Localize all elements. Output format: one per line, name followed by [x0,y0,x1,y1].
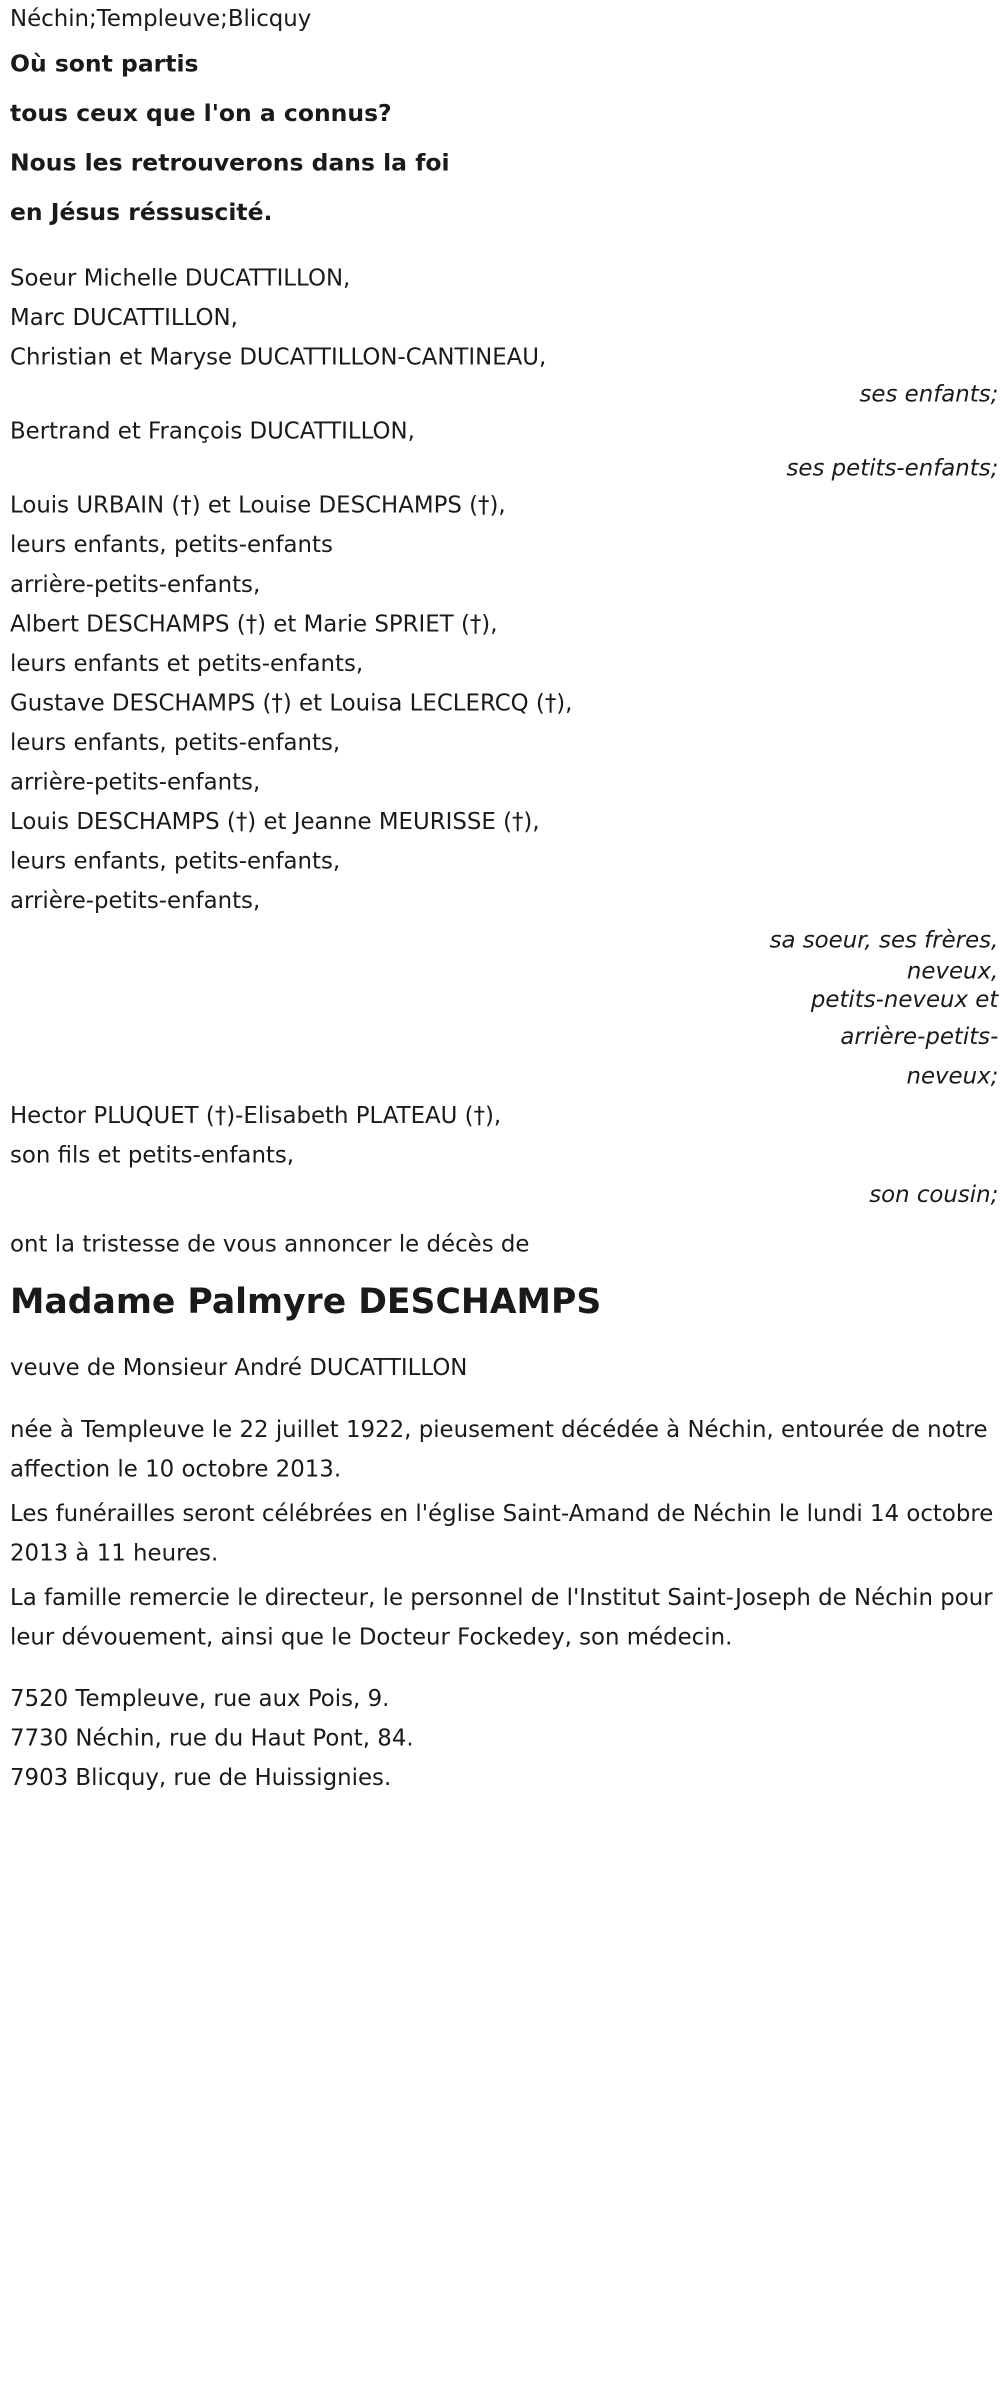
relation-label: neveux; [906,1063,999,1090]
motto-line: Nous les retrouverons dans la foi [10,149,450,177]
motto-line: tous ceux que l'on a connus? [10,100,392,128]
relation-label: sa soeur, ses frères, [769,927,999,954]
motto-line: Où sont partis [10,50,199,78]
grandchildren-section [10,413,998,487]
relation-label: son cousin; [869,1182,999,1209]
relation-label: ses petits-enfants; [786,455,999,482]
children-section [10,259,998,412]
relation-label: ses enfants; [859,381,999,408]
addresses [10,1680,998,1799]
family-line: Louis DESCHAMPS (†) et Jeanne MEURISSE (†), [10,809,540,836]
motto-line: en Jésus réssuscité. [10,198,273,227]
notice-body [10,0,998,1799]
family-line: son fils et petits-enfants, [10,1142,295,1169]
paragraph: Les funérailles seront célébrées en l'église Saint-Amand de Néchin le lundi 14 octobre 2013 à 11 heures. [10,1501,994,1567]
siblings-section [10,487,998,1097]
motto [10,40,998,238]
cousin-section [10,1097,998,1216]
family-line: leurs enfants, petits-enfants [10,532,333,559]
family-line: arrière-petits-enfants, [10,888,261,915]
family-line: Marc DUCATTILLON, [10,305,238,332]
relation-label: petits-neveux et [810,987,999,1014]
details [10,1411,998,1658]
announcement: ont la tristesse de vous annoncer le décès de [10,1231,530,1258]
paragraph: La famille remercie le directeur, le personnel de l'Institut Saint-Joseph de Néchin pour leur dévouement, ainsi que le Docteur Fockedey, son médecin. [10,1585,993,1651]
places-header: Néchin;Templeuve;Blicquy [10,6,312,33]
family-line: leurs enfants et petits-enfants, [10,651,364,677]
death-notice [10,0,1000,2394]
family-line: Hector PLUQUET (†)-Elisabeth PLATEAU (†), [10,1103,502,1130]
address-line: 7903 Blicquy, rue de Huissignies. [10,1765,392,1792]
family-line: leurs enfants, petits-enfants, [10,730,341,757]
family-line: Christian et Maryse DUCATTILLON-CANTINEAU, [10,344,547,371]
relation-label: neveux, [906,958,999,985]
widow-of: veuve de Monsieur André DUCATTILLON [10,1355,468,1382]
family-line: Gustave DESCHAMPS (†) et Louisa LECLERCQ (†), [10,690,573,717]
deceased-name: Madame Palmyre DESCHAMPS [10,1281,602,1322]
address-line: 7730 Néchin, rue du Haut Pont, 84. [10,1725,414,1752]
address-line: 7520 Templeuve, rue aux Pois, 9. [10,1686,390,1713]
family-line: Albert DESCHAMPS (†) et Marie SPRIET (†), [10,611,498,638]
family-line: Bertrand et François DUCATTILLON, [10,418,415,445]
family-line: Soeur Michelle DUCATTILLON, [10,265,351,292]
family-line: Louis URBAIN (†) et Louise DESCHAMPS (†), [10,492,506,519]
relation-label: arrière-petits- [840,1024,999,1051]
family-line: leurs enfants, petits-enfants, [10,848,341,875]
paragraph: née à Templeuve le 22 juillet 1922, pieusement décédée à Néchin, entourée de notre affection le 10 octobre 2013. [10,1417,988,1483]
family-line: arrière-petits-enfants, [10,571,261,598]
family-line: arrière-petits-enfants, [10,769,261,796]
